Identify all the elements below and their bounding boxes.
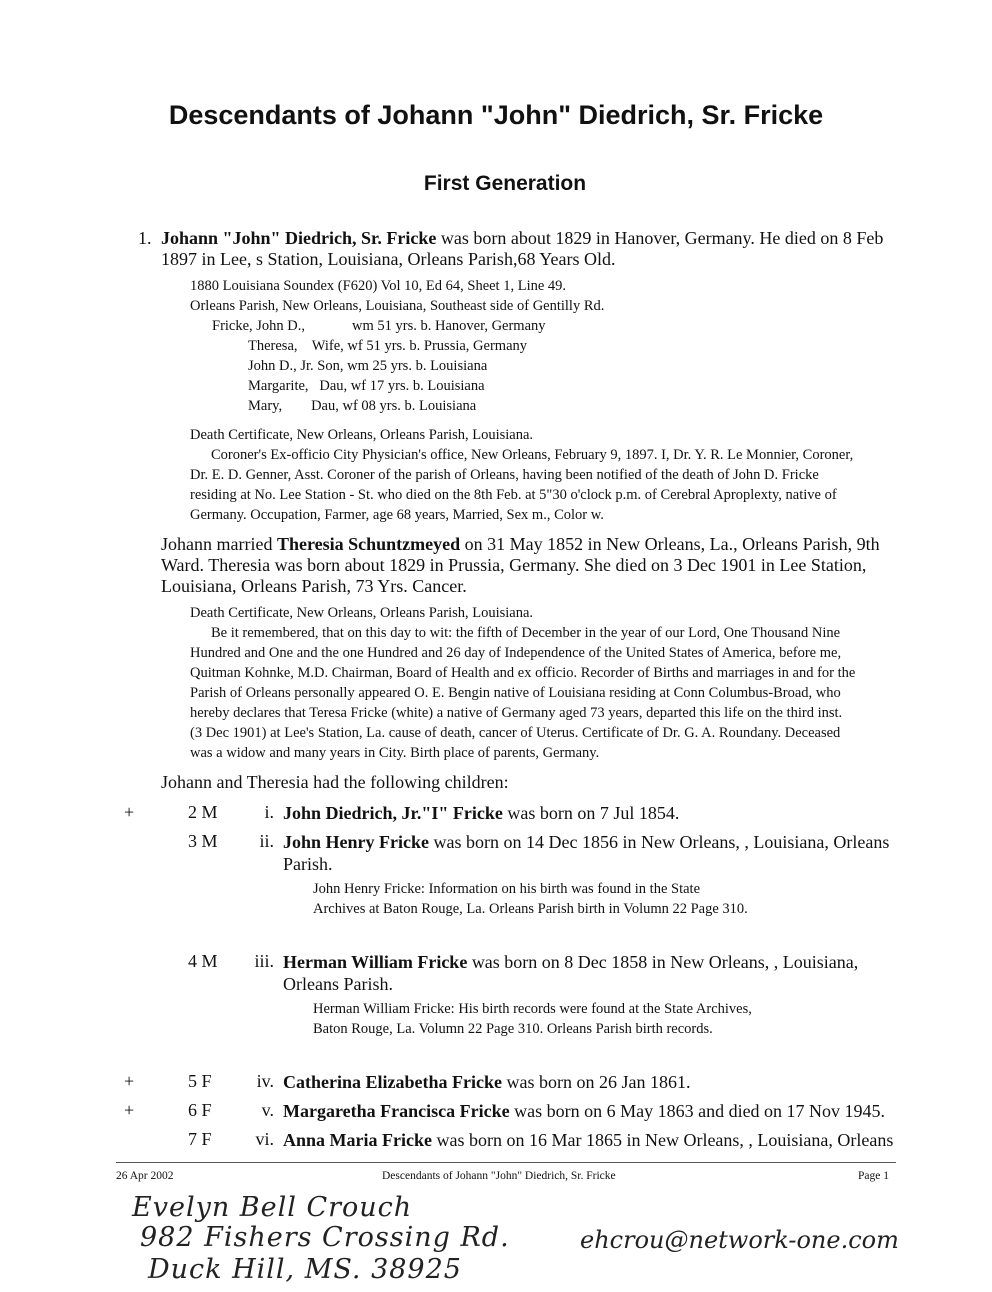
child-details: was born on 14 Dec 1856 in New Orleans, , Louisiana, Orleans Parish.	[283, 832, 890, 874]
census-member: Theresa, Wife, wf 51 yrs. b. Prussia, Germany	[248, 338, 528, 354]
person-text-line1: was born about 1829 in Hanover, Germany. He died on 8 Feb	[436, 228, 884, 248]
marriage-entry	[161, 534, 921, 555]
death-cert-line: Parish of Orleans personally appeared O. E. Bengin native of Louisiana residing at Conn Columbus-Broad, who	[190, 685, 841, 701]
child-number: 4 M	[188, 951, 218, 971]
death-cert-line: residing at No. Lee Station - St. who died on the 8th Feb. at 5"30 o'clock p.m. of Cerebral Aproplexty, native of	[190, 487, 837, 503]
child-text	[283, 951, 903, 995]
child-number: 6 F	[188, 1100, 212, 1120]
death-cert-heading: Death Certificate, New Orleans, Orleans Parish, Louisiana.	[190, 427, 534, 443]
descendant-marker: +	[124, 1100, 135, 1120]
child-text	[283, 802, 903, 824]
child-note: Herman William Fricke: His birth records were found at the State Archives, Baton Rouge, La. Volumn 22 Page 310. Orleans Parish birth records.	[313, 1001, 752, 1037]
child-details: was born on 7 Jul 1854.	[502, 803, 680, 823]
child-text	[283, 1100, 903, 1122]
census-head-name: Fricke, John D.,	[212, 318, 306, 334]
child-roman: iii.	[254, 951, 274, 971]
census-member: Mary, Dau, wf 08 yrs. b. Louisiana	[248, 398, 477, 414]
census-member: Margarite, Dau, wf 17 yrs. b. Louisiana	[248, 378, 485, 394]
child-roman: i.	[264, 802, 274, 822]
child-text	[283, 1071, 903, 1093]
census-line2: Orleans Parish, New Orleans, Louisiana, Southeast side of Gentilly Rd.	[190, 298, 605, 314]
person-entry	[161, 228, 921, 249]
death-cert-heading: Death Certificate, New Orleans, Orleans Parish, Louisiana.	[190, 605, 534, 621]
marriage-pre: Johann married	[161, 534, 277, 554]
death-cert-line: hereby declares that Teresa Fricke (white) a native of Germany aged 73 years, departed this life on the third inst.	[190, 705, 843, 721]
death-cert-line: Hundred and One and the one Hundred and 26 day of Independence of the United States of America, before me,	[190, 645, 842, 661]
child-text	[283, 1129, 903, 1151]
death-cert-line: Be it remembered, that on this day to wit: the fifth of December in the year of our Lord, One Thousand Nine	[211, 625, 841, 641]
child-number: 5 F	[188, 1071, 212, 1091]
child-name: Margaretha Francisca Fricke	[283, 1101, 510, 1121]
descendant-marker: +	[124, 802, 135, 822]
marriage-post: on 31 May 1852 in New Orleans, La., Orleans Parish, 9th	[460, 534, 880, 554]
children-intro: Johann and Theresia had the following children:	[161, 772, 509, 792]
marriage-line3: Louisiana, Orleans Parish, 73 Yrs. Cancer.	[161, 576, 467, 596]
census-line1: 1880 Louisiana Soundex (F620) Vol 10, Ed 64, Sheet 1, Line 49.	[190, 278, 567, 294]
child-roman: ii.	[259, 831, 274, 851]
child-roman: v.	[261, 1100, 274, 1120]
death-cert-line: (3 Dec 1901) at Lee's Station, La. cause of death, cancer of Uterus. Certificate of Dr. G. A. Roundany. Deceased	[190, 725, 841, 741]
child-details: was born on 16 Mar 1865 in New Orleans, , Louisiana, Orleans	[431, 1130, 894, 1150]
child-roman: iv.	[256, 1071, 274, 1091]
death-cert-line: was a widow and many years in City. Birth place of parents, Germany.	[190, 745, 600, 761]
child-name: Catherina Elizabetha Fricke	[283, 1072, 502, 1092]
child-text	[283, 831, 903, 875]
child-roman: vi.	[255, 1129, 274, 1149]
child-number: 3 M	[188, 831, 218, 851]
generation-heading: First Generation	[423, 172, 587, 195]
spouse-name: Theresia Schuntzmeyed	[276, 534, 461, 554]
child-details: was born on 26 Jan 1861.	[501, 1072, 691, 1092]
document-title: Descendants of Johann "John" Diedrich, Sr. Fricke	[168, 100, 824, 130]
child-name: John Diedrich, Jr."I" Fricke	[283, 803, 503, 823]
child-name: John Henry Fricke	[283, 832, 429, 852]
handwritten-email: ehcrou@network-one.com	[580, 1226, 899, 1254]
census-head-info: wm 51 yrs. b. Hanover, Germany	[352, 318, 546, 334]
marriage-line2: Ward. Theresia was born about 1829 in Prussia, Germany. She died on 3 Dec 1901 in Lee Station,	[161, 555, 867, 575]
footer-page: Page 1	[858, 1170, 889, 1182]
child-name: Herman William Fricke	[283, 952, 468, 972]
census-member: John D., Jr. Son, wm 25 yrs. b. Louisiana	[248, 358, 488, 374]
handwritten-street: 982 Fishers Crossing Rd.	[140, 1222, 510, 1253]
footer-date: 26 Apr 2002	[116, 1170, 174, 1182]
child-details: was born on 6 May 1863 and died on 17 Nov 1945.	[509, 1101, 886, 1121]
child-details: was born on 8 Dec 1858 in New Orleans, , Louisiana, Orleans Parish.	[283, 952, 859, 994]
death-cert-line: Quitman Kohnke, M.D. Chairman, Board of Health and ex officio. Recorder of Births and marriages in and for the	[190, 665, 856, 681]
footer-divider	[116, 1162, 896, 1163]
child-name: Anna Maria Fricke	[283, 1130, 432, 1150]
child-number: 2 M	[188, 802, 218, 822]
person-number: 1.	[138, 228, 152, 248]
death-cert-line: Germany. Occupation, Farmer, age 68 years, Married, Sex m., Color w.	[190, 507, 604, 523]
child-note: John Henry Fricke: Information on his birth was found in the State Archives at Baton Rouge, La. Orleans Parish birth in Volumn 22 Page 310.	[313, 881, 748, 917]
death-cert-line: Dr. E. D. Genner, Asst. Coroner of the parish of Orleans, having been notified of the death of John D. Fricke	[190, 467, 819, 483]
footer-title: Descendants of Johann "John" Diedrich, Sr. Fricke	[382, 1170, 616, 1182]
death-cert-line: Coroner's Ex-officio City Physician's office, New Orleans, February 9, 1897. I, Dr. Y. R. Le Monnier, Coroner,	[211, 447, 854, 463]
handwritten-city: Duck Hill, MS. 38925	[148, 1254, 462, 1285]
person-text-line2: 1897 in Lee, s Station, Louisiana, Orleans Parish,68 Years Old.	[161, 249, 616, 269]
person-name: Johann "John" Diedrich, Sr. Fricke	[161, 228, 437, 248]
descendant-marker: +	[124, 1071, 135, 1091]
child-number: 7 F	[188, 1129, 212, 1149]
handwritten-name: Evelyn Bell Crouch	[132, 1192, 413, 1223]
